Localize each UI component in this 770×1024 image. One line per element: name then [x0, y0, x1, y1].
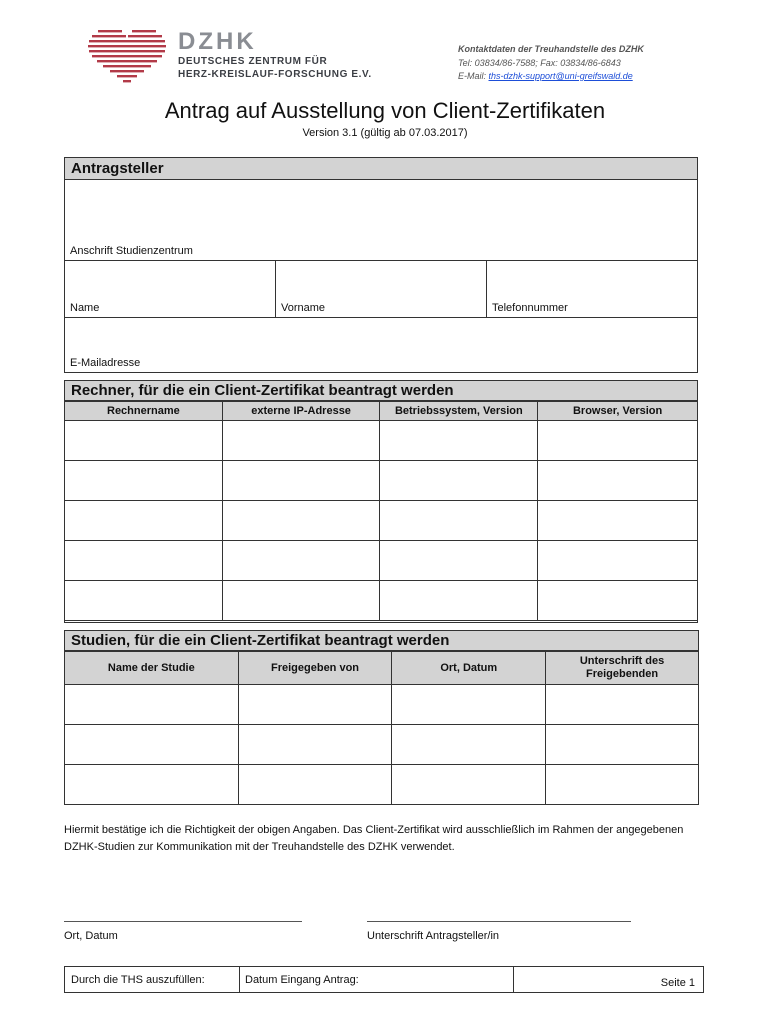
table-cell[interactable]: [392, 685, 546, 725]
table-cell[interactable]: [546, 725, 699, 765]
phone-label: Telefonnummer: [492, 302, 568, 314]
table-cell[interactable]: [538, 421, 698, 461]
table-row: [65, 421, 698, 461]
org-name-line1: DEUTSCHES ZENTRUM FÜR: [178, 56, 328, 67]
table-cell[interactable]: [392, 765, 546, 805]
firstname-field[interactable]: [276, 261, 486, 317]
table-cell[interactable]: [222, 461, 380, 501]
table-cell[interactable]: [65, 581, 223, 621]
table-cell[interactable]: [380, 461, 538, 501]
table-cell[interactable]: [65, 501, 223, 541]
table-cell[interactable]: [538, 541, 698, 581]
table-cell[interactable]: [222, 581, 380, 621]
signature-label: Unterschrift Antragsteller/in: [367, 930, 500, 942]
table-row: [65, 461, 698, 501]
contact-email-line: [458, 71, 633, 81]
table-cell[interactable]: [546, 765, 699, 805]
received-date-label: Datum Eingang Antrag:: [245, 974, 359, 986]
table-row: [65, 501, 698, 541]
table-cell[interactable]: [65, 461, 223, 501]
column-header: Freigegeben von: [238, 652, 392, 685]
table-row: [65, 581, 698, 621]
confirmation-text: Hiermit bestätige ich die Richtigkeit der obigen Angaben. Das Client-Zertifikat wird ausschließlich im Rahmen der angegebenen DZHK-Studien zur Kommunikation mit der Treuhandstelle des DZHK verwendet.: [64, 824, 684, 853]
name-label: Name: [70, 302, 100, 314]
table-cell[interactable]: [392, 725, 546, 765]
contact-phone: Tel: 03834/86-7588; Fax: 03834/86-6843: [458, 58, 621, 68]
firstname-label: Vorname: [281, 302, 326, 314]
contact-title: Kontaktdaten der Treuhandstelle des DZHK: [458, 44, 644, 54]
footer-ths-box: [64, 966, 704, 993]
studies-heading: Studien, für die ein Client-Zertifikat beantragt werden: [65, 631, 698, 651]
email-label: E-Mailadresse: [70, 357, 141, 369]
table-cell[interactable]: [222, 421, 380, 461]
column-header: Unterschrift des Freigebenden: [546, 652, 699, 685]
table-cell[interactable]: [238, 725, 392, 765]
address-label: Anschrift Studienzentrum: [70, 245, 193, 257]
table-cell[interactable]: [538, 501, 698, 541]
name-field[interactable]: [65, 261, 275, 317]
org-short-name: DZHK: [178, 28, 257, 55]
column-header: Betriebssystem, Version: [380, 402, 538, 421]
page-number: Seite 1: [660, 977, 695, 989]
column-header: externe IP-Adresse: [222, 402, 380, 421]
org-name-line2: HERZ-KREISLAUF-FORSCHUNG E.V.: [178, 69, 372, 80]
computers-table: [64, 401, 698, 621]
column-header: Browser, Version: [538, 402, 698, 421]
column-header: Ort, Datum: [392, 652, 546, 685]
computers-heading: Rechner, für die ein Client-Zertifikat beantragt werden: [65, 381, 697, 401]
studies-table: [64, 651, 699, 805]
table-cell[interactable]: [380, 421, 538, 461]
studies-section: [64, 630, 699, 805]
table-cell[interactable]: [65, 765, 239, 805]
table-row: [65, 685, 699, 725]
table-cell[interactable]: [238, 765, 392, 805]
place-date-line[interactable]: [64, 921, 302, 922]
table-cell[interactable]: [380, 501, 538, 541]
table-cell[interactable]: [65, 685, 239, 725]
page-title: Antrag auf Ausstellung von Client-Zertifikaten: [164, 98, 606, 123]
table-cell[interactable]: [538, 461, 698, 501]
address-field[interactable]: [65, 180, 697, 260]
applicant-heading: Antragsteller: [65, 158, 697, 180]
table-cell[interactable]: [538, 581, 698, 621]
column-header: Name der Studie: [65, 652, 239, 685]
table-cell[interactable]: [380, 541, 538, 581]
table-cell[interactable]: [238, 685, 392, 725]
table-cell[interactable]: [65, 421, 223, 461]
table-row: [65, 541, 698, 581]
dzhk-heart-logo: [86, 28, 168, 84]
column-header: Rechnername: [65, 402, 223, 421]
table-cell[interactable]: [380, 581, 538, 621]
table-cell[interactable]: [222, 501, 380, 541]
phone-field[interactable]: [487, 261, 697, 317]
email-field[interactable]: [65, 318, 697, 372]
contact-email-prefix: E-Mail:: [458, 71, 489, 81]
contact-email-link[interactable]: ths-dzhk-support@uni-greifswald.de: [488, 71, 633, 81]
signature-line[interactable]: [367, 921, 631, 922]
table-cell[interactable]: [65, 725, 239, 765]
document-version: Version 3.1 (gültig ab 07.03.2017): [302, 127, 468, 139]
computers-section: [64, 380, 698, 623]
table-cell[interactable]: [546, 685, 699, 725]
place-date-label: Ort, Datum: [64, 930, 118, 942]
table-cell[interactable]: [222, 541, 380, 581]
ths-label: Durch die THS auszufüllen:: [71, 974, 205, 986]
applicant-section: [64, 157, 698, 373]
table-cell[interactable]: [65, 541, 223, 581]
table-row: [65, 765, 699, 805]
table-row: [65, 725, 699, 765]
